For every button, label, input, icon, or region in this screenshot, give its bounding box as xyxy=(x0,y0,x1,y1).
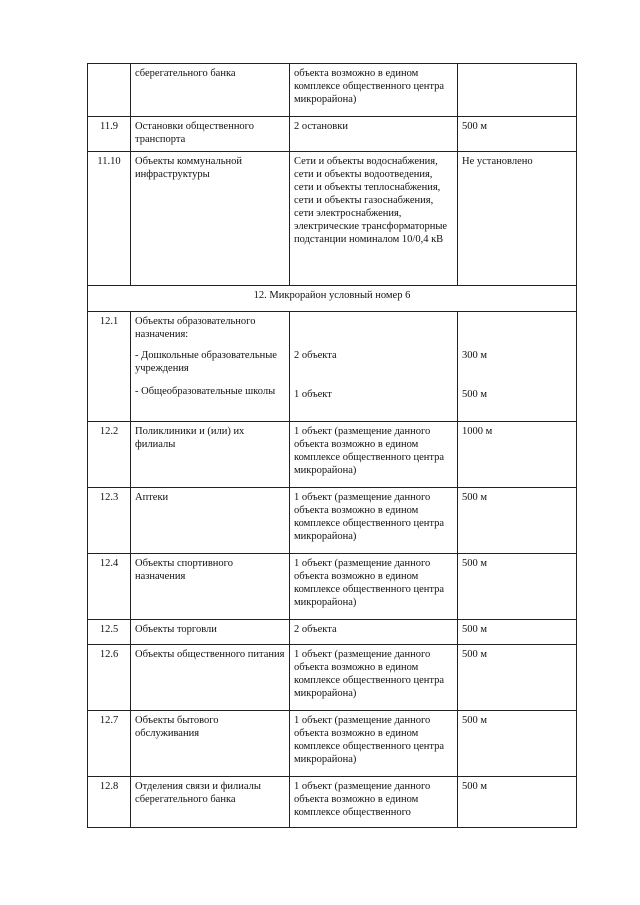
table-row xyxy=(88,117,577,152)
object-value: 2 остановки xyxy=(290,117,458,152)
table-row xyxy=(88,777,577,828)
object-name: Отделения связи и филиалы сберегательного банка xyxy=(131,777,290,828)
object-value: 2 объекта xyxy=(290,620,458,645)
object-name: - Общеобразовательные школы xyxy=(135,386,276,397)
accessibility-distance xyxy=(458,64,577,117)
object-name: Остановки общественного транспорта xyxy=(131,117,290,152)
row-number: 12.2 xyxy=(88,422,131,488)
object-value: объекта возможно в едином комплексе общественного центра микрорайона) xyxy=(290,64,458,117)
row-number: 11.9 xyxy=(88,117,131,152)
object-value-group xyxy=(290,312,458,422)
accessibility-distance: 500 м xyxy=(458,554,577,620)
object-name: Аптеки xyxy=(131,488,290,554)
row-number: 12.6 xyxy=(88,645,131,711)
object-value: 2 объекта xyxy=(294,350,337,361)
object-name: Объекты спортивного назначения xyxy=(131,554,290,620)
object-name-group xyxy=(131,312,290,422)
accessibility-distance: 300 м xyxy=(462,350,488,361)
accessibility-distance: Не установлено xyxy=(458,152,577,286)
object-value: 1 объект (размещение данного объекта возможно в едином комплексе общественного центра микрорайона) xyxy=(290,711,458,777)
object-name: Поликлиники и (или) их филиалы xyxy=(131,422,290,488)
row-number: 12.4 xyxy=(88,554,131,620)
section-title: 12. Микрорайон условный номер 6 xyxy=(88,286,577,312)
accessibility-distance: 500 м xyxy=(458,488,577,554)
object-value: 1 объект (размещение данного объекта возможно в едином комплексе общественного центра микрорайона) xyxy=(290,488,458,554)
distance-group xyxy=(458,312,577,422)
object-value: 1 объект (размещение данного объекта возможно в едином комплексе общественного центра микрорайона) xyxy=(290,645,458,711)
row-number: 12.1 xyxy=(88,312,131,422)
accessibility-distance: 1000 м xyxy=(458,422,577,488)
object-value: Сети и объекты водоснабжения, сети и объекты водоотведения, сети и объекты теплоснабжения, сети и объекты газоснабжения, сети электроснабжения, электрические трансформаторные подстанции номиналом 10/0,4 кВ xyxy=(290,152,458,286)
accessibility-distance: 500 м xyxy=(458,645,577,711)
object-name: Объекты бытового обслуживания xyxy=(131,711,290,777)
row-number: 12.8 xyxy=(88,777,131,828)
table-row xyxy=(88,620,577,645)
accessibility-distance: 500 м xyxy=(462,389,488,400)
accessibility-distance: 500 м xyxy=(458,711,577,777)
accessibility-distance: 500 м xyxy=(458,117,577,152)
table-row xyxy=(88,554,577,620)
requirements-table xyxy=(87,63,577,828)
table-row xyxy=(88,488,577,554)
accessibility-distance: 500 м xyxy=(458,777,577,828)
row-number: 12.7 xyxy=(88,711,131,777)
table-row xyxy=(88,152,577,286)
object-value: 1 объект (размещение данного объекта возможно в едином комплексе общественного центра микрорайона) xyxy=(290,554,458,620)
object-value: 1 объект xyxy=(294,389,332,400)
table-row xyxy=(88,312,577,422)
table-row xyxy=(88,422,577,488)
section-header-row xyxy=(88,286,577,312)
object-value: 1 объект (размещение данного объекта возможно в едином комплексе общественного центра микрорайона) xyxy=(290,422,458,488)
object-name: - Дошкольные образовательные учреждения xyxy=(135,350,277,374)
object-name: Объекты общественного питания xyxy=(131,645,290,711)
object-name: сберегательного банка xyxy=(131,64,290,117)
object-name: Объекты торговли xyxy=(131,620,290,645)
table-row xyxy=(88,711,577,777)
table-row xyxy=(88,645,577,711)
group-heading: Объекты образовательного назначения: xyxy=(135,316,256,340)
object-value: 1 объект (размещение данного объекта возможно в едином комплексе общественного xyxy=(290,777,458,828)
row-number: 12.5 xyxy=(88,620,131,645)
object-name: Объекты коммунальной инфраструктуры xyxy=(131,152,290,286)
table-row xyxy=(88,64,577,117)
row-number: 11.10 xyxy=(88,152,131,286)
row-number: 12.3 xyxy=(88,488,131,554)
row-number xyxy=(88,64,131,117)
accessibility-distance: 500 м xyxy=(458,620,577,645)
